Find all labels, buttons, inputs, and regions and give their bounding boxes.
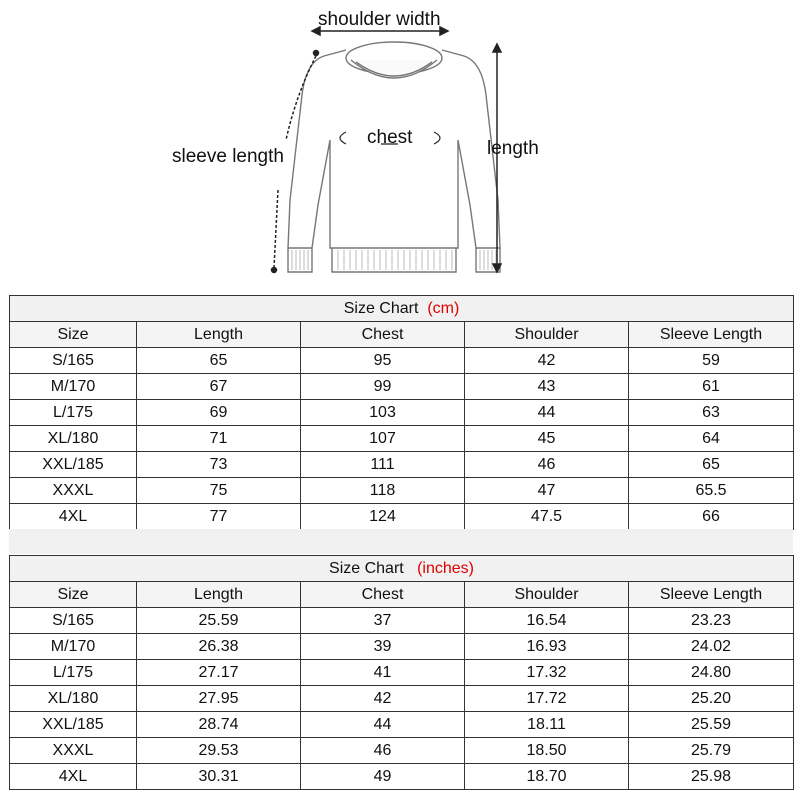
table-title [10,556,794,582]
table-row [10,712,794,738]
table-title [10,296,794,322]
table-row [10,374,794,400]
chest-label: chest [367,127,413,148]
table-cell: 18.11 [465,712,629,738]
column-header: Length [137,582,301,608]
table-cell: 37 [301,608,465,634]
table-cell: 69 [137,400,301,426]
table-cell: 47.5 [465,504,629,530]
table-cell: L/175 [10,660,137,686]
table-cell: 27.17 [137,660,301,686]
column-header: Sleeve Length [629,322,794,348]
table-cell: 46 [465,452,629,478]
table-cell: 27.95 [137,686,301,712]
table-row [10,660,794,686]
table-row [10,738,794,764]
shoulder-width-label: shoulder width [318,9,441,30]
table-cell: 16.93 [465,634,629,660]
table-cell: S/165 [10,608,137,634]
table-cell: XXL/185 [10,452,137,478]
column-header: Shoulder [465,322,629,348]
table-cell: XL/180 [10,426,137,452]
table-row [10,504,794,530]
table-cell: 73 [137,452,301,478]
column-header: Length [137,322,301,348]
table-row [10,400,794,426]
table-cell: 65 [137,348,301,374]
table-cell: 42 [465,348,629,374]
sweater-diagram [0,0,800,288]
table-cell: 24.02 [629,634,794,660]
table-cell: 30.31 [137,764,301,790]
table-cell: 4XL [10,764,137,790]
table-cell: 25.59 [137,608,301,634]
table-cell: 64 [629,426,794,452]
table-row [10,426,794,452]
table-cell: 111 [301,452,465,478]
table-cell: 103 [301,400,465,426]
table-row [10,608,794,634]
table-cell: 18.70 [465,764,629,790]
table-cell: XL/180 [10,686,137,712]
table-cell: 99 [301,374,465,400]
column-header: Size [10,322,137,348]
table-cell: 118 [301,478,465,504]
table-cell: 25.79 [629,738,794,764]
table-row [10,348,794,374]
table-cell: 24.80 [629,660,794,686]
table-cell: 41 [301,660,465,686]
table-cell: 65.5 [629,478,794,504]
column-header: Chest [301,582,465,608]
table-row [10,452,794,478]
table-cell: 66 [629,504,794,530]
table-cell: 63 [629,400,794,426]
table-cell: 59 [629,348,794,374]
table-cell: 16.54 [465,608,629,634]
table-cell: 42 [301,686,465,712]
table-cell: 75 [137,478,301,504]
table-cell: 17.32 [465,660,629,686]
table-cell: 23.23 [629,608,794,634]
table-cell: 49 [301,764,465,790]
table-cell: 95 [301,348,465,374]
size-chart-inches [9,555,794,790]
table-cell: M/170 [10,634,137,660]
table-row [10,764,794,790]
table-cell: 25.59 [629,712,794,738]
table-cell: S/165 [10,348,137,374]
table-cell: L/175 [10,400,137,426]
column-header: Shoulder [465,582,629,608]
table-cell: 25.20 [629,686,794,712]
size-chart-cm [9,295,794,530]
table-separator [9,529,793,554]
table-cell: 47 [465,478,629,504]
table-cell: 28.74 [137,712,301,738]
table-cell: 67 [137,374,301,400]
table-row [10,686,794,712]
column-header: Sleeve Length [629,582,794,608]
table-cell: 71 [137,426,301,452]
table-cell: 39 [301,634,465,660]
table-cell: 107 [301,426,465,452]
header-row [10,582,794,608]
table-cell: 25.98 [629,764,794,790]
table-cell: 77 [137,504,301,530]
table-cell: 65 [629,452,794,478]
table-row [10,478,794,504]
table-cell: XXXL [10,478,137,504]
table-cell: 44 [301,712,465,738]
table-unit: (cm) [427,299,460,317]
length-label: length [487,138,539,159]
header-row [10,322,794,348]
table-cell: 18.50 [465,738,629,764]
column-header: Chest [301,322,465,348]
table-cell: 45 [465,426,629,452]
table-unit: (inches) [417,559,474,577]
table-cell: 29.53 [137,738,301,764]
table-cell: 26.38 [137,634,301,660]
table-title-text: Size Chart [329,559,404,577]
table-cell: M/170 [10,374,137,400]
table-title-text: Size Chart [343,299,419,317]
table-cell: XXXL [10,738,137,764]
table-cell: 4XL [10,504,137,530]
table-cell: XXL/185 [10,712,137,738]
table-cell: 61 [629,374,794,400]
table-cell: 17.72 [465,686,629,712]
table-cell: 43 [465,374,629,400]
table-cell: 124 [301,504,465,530]
table-cell: 46 [301,738,465,764]
table-row [10,634,794,660]
column-header: Size [10,582,137,608]
sleeve-length-label: sleeve length [172,146,284,167]
table-cell: 44 [465,400,629,426]
